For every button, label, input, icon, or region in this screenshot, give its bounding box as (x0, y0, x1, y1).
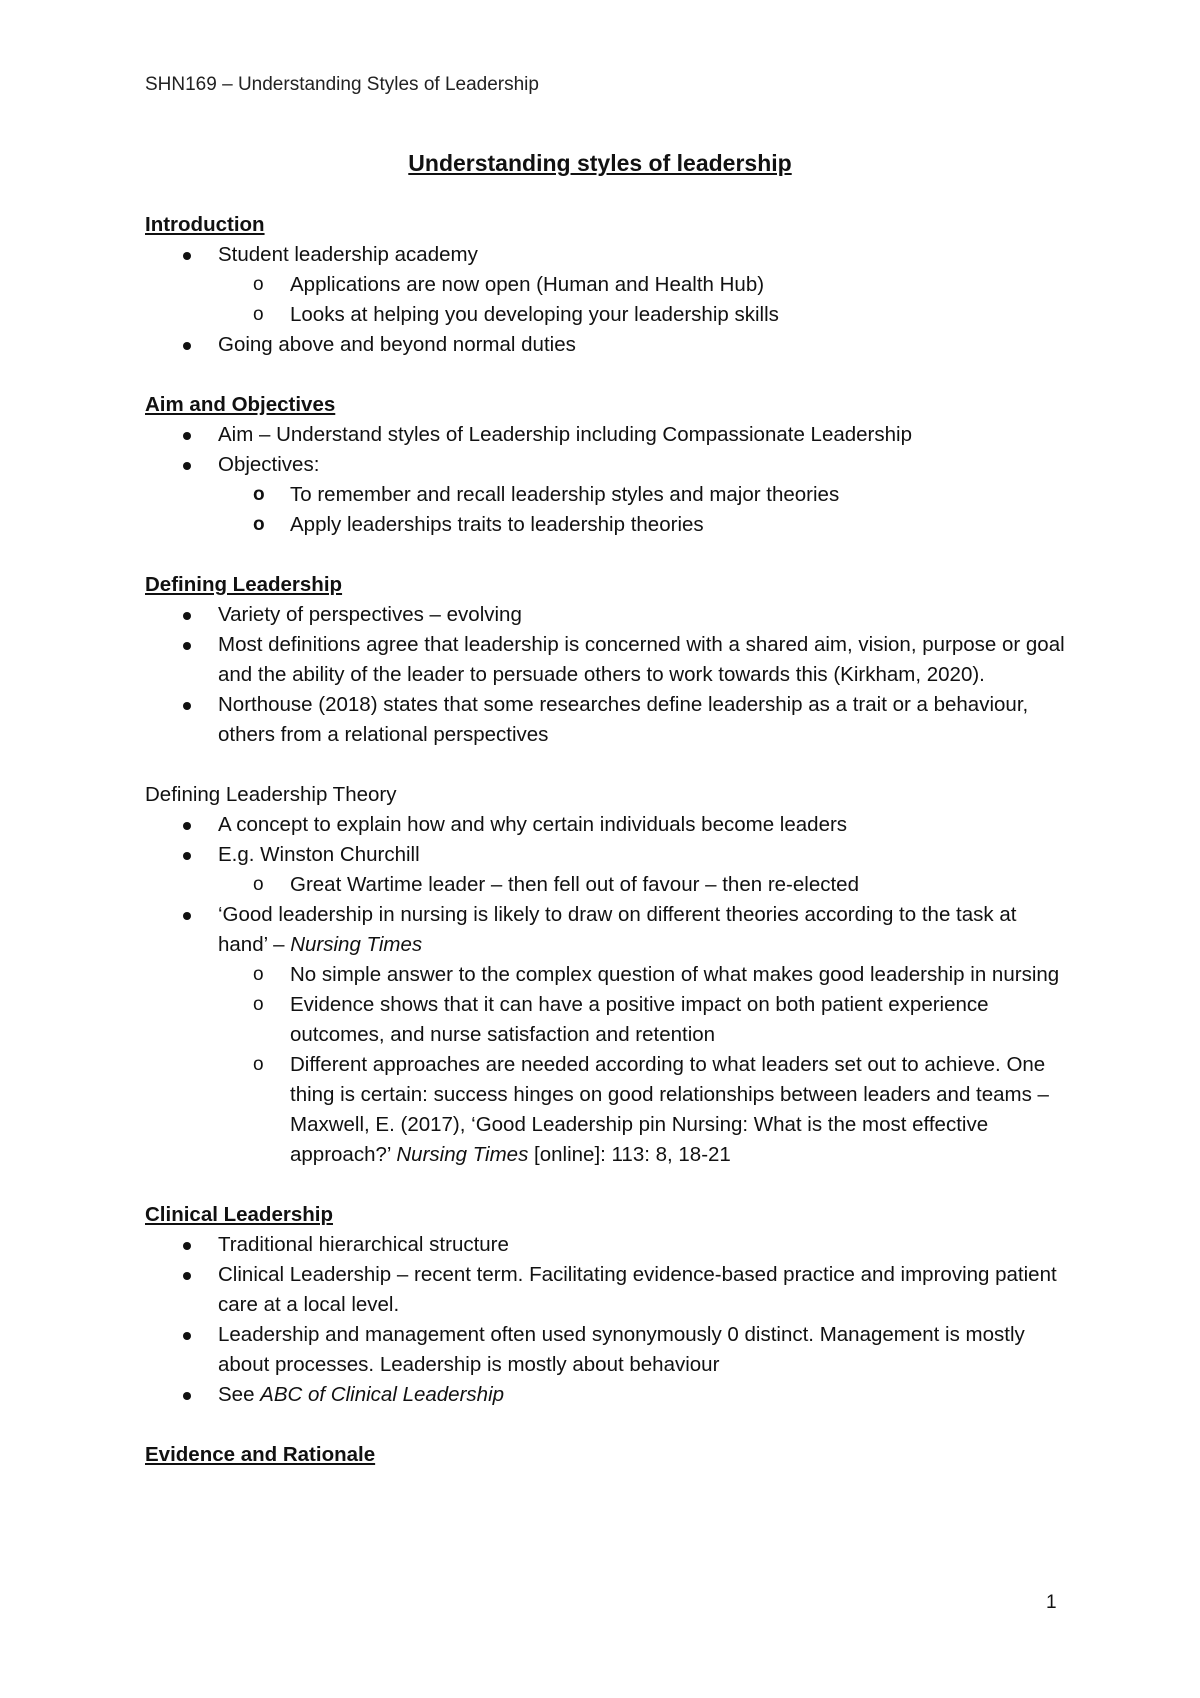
bullet-circle-icon: o (253, 274, 264, 295)
bullet-disc-icon (183, 432, 191, 440)
list-item: A concept to explain how and why certain individuals become leaders (145, 810, 1065, 840)
list-item: ‘Good leadership in nursing is likely to draw on different theories according to the task at hand’ – Nursing Times (145, 900, 1065, 960)
document-body (145, 210, 1065, 1500)
bullet-disc-icon (183, 702, 191, 710)
section-clinical-leadership (145, 1200, 1065, 1410)
bullet-disc-icon (183, 822, 191, 830)
list-item: Traditional hierarchical structure (145, 1230, 1065, 1260)
bullet-circle-icon: o (253, 874, 264, 895)
list-item: Leadership and management often used synonymously 0 distinct. Management is mostly about processes. Leadership is mostly about behaviour (145, 1320, 1065, 1380)
bullet-disc-icon (183, 1272, 191, 1280)
sub-list-item: o Great Wartime leader – then fell out of favour – then re-elected (145, 870, 1065, 900)
section-defining-leadership-theory (145, 780, 1065, 1170)
list-item: Going above and beyond normal duties (145, 330, 1065, 360)
bullet-disc-icon (183, 1332, 191, 1340)
bullet-circle-icon: o (253, 964, 264, 985)
bullet-list (145, 810, 1065, 1170)
list-item: Most definitions agree that leadership is concerned with a shared aim, vision, purpose or goal and the ability of the leader to persuade others to work towards this (Kirkham, 2020). (145, 630, 1065, 690)
bullet-disc-icon (183, 642, 191, 650)
list-item: E.g. Winston Churchill (145, 840, 1065, 870)
bullet-list (145, 240, 1065, 360)
bullet-circle-icon: o (253, 304, 264, 325)
sub-list-item: o Evidence shows that it can have a positive impact on both patient experience outcomes, and nurse satisfaction and retention (145, 990, 1065, 1050)
sub-list-item: o To remember and recall leadership styles and major theories (145, 480, 1065, 510)
bullet-circle-icon: o (253, 484, 265, 505)
bullet-disc-icon (183, 1242, 191, 1250)
bullet-list (145, 600, 1065, 750)
section-introduction (145, 210, 1065, 360)
section-heading: Defining Leadership Theory (145, 783, 397, 806)
bullet-circle-icon: o (253, 514, 265, 535)
section-heading: Clinical Leadership (145, 1203, 333, 1226)
bullet-disc-icon (183, 612, 191, 620)
list-item: Objectives: (145, 450, 1065, 480)
section-defining-leadership (145, 570, 1065, 750)
sub-list-item: o No simple answer to the complex question of what makes good leadership in nursing (145, 960, 1065, 990)
list-item: Clinical Leadership – recent term. Facilitating evidence-based practice and improving patient care at a local level. (145, 1260, 1065, 1320)
bullet-disc-icon (183, 252, 191, 260)
list-item: Student leadership academy (145, 240, 1065, 270)
bullet-list (145, 420, 1065, 540)
list-item: See ABC of Clinical Leadership (145, 1380, 1065, 1410)
list-item: Northouse (2018) states that some researches define leadership as a trait or a behaviour, others from a relational perspectives (145, 690, 1065, 750)
section-heading: Evidence and Rationale (145, 1443, 376, 1466)
bullet-circle-icon: o (253, 1054, 264, 1075)
running-header: SHN169 – Understanding Styles of Leadership (145, 74, 539, 95)
section-heading: Aim and Objectives (145, 393, 336, 416)
section-aim-objectives (145, 390, 1065, 540)
section-heading: Defining Leadership (145, 573, 343, 596)
bullet-disc-icon (183, 1392, 191, 1400)
page-number: 1 (1046, 1592, 1057, 1613)
section-evidence-rationale (145, 1440, 1065, 1470)
sub-list-item: o Apply leaderships traits to leadership theories (145, 510, 1065, 540)
bullet-list (145, 1230, 1065, 1410)
bullet-circle-icon: o (253, 994, 264, 1015)
bullet-disc-icon (183, 342, 191, 350)
list-item: Variety of perspectives – evolving (145, 600, 1065, 630)
bullet-disc-icon (183, 852, 191, 860)
bullet-disc-icon (183, 462, 191, 470)
bullet-disc-icon (183, 912, 191, 920)
document-title: Understanding styles of leadership (408, 150, 792, 176)
sub-list-item: o Applications are now open (Human and Health Hub) (145, 270, 1065, 300)
list-item: Aim – Understand styles of Leadership including Compassionate Leadership (145, 420, 1065, 450)
sub-list-item: o Different approaches are needed according to what leaders set out to achieve. One thing is certain: success hinges on good relationships between leaders and teams – Maxwell, E. (2017), ‘Good Leadership pin Nursing: What is the most effective approach?’ Nursing Times [online]: 113: 8, 18-21 (145, 1050, 1065, 1170)
section-heading: Introduction (145, 213, 265, 236)
sub-list-item: o Looks at helping you developing your leadership skills (145, 300, 1065, 330)
